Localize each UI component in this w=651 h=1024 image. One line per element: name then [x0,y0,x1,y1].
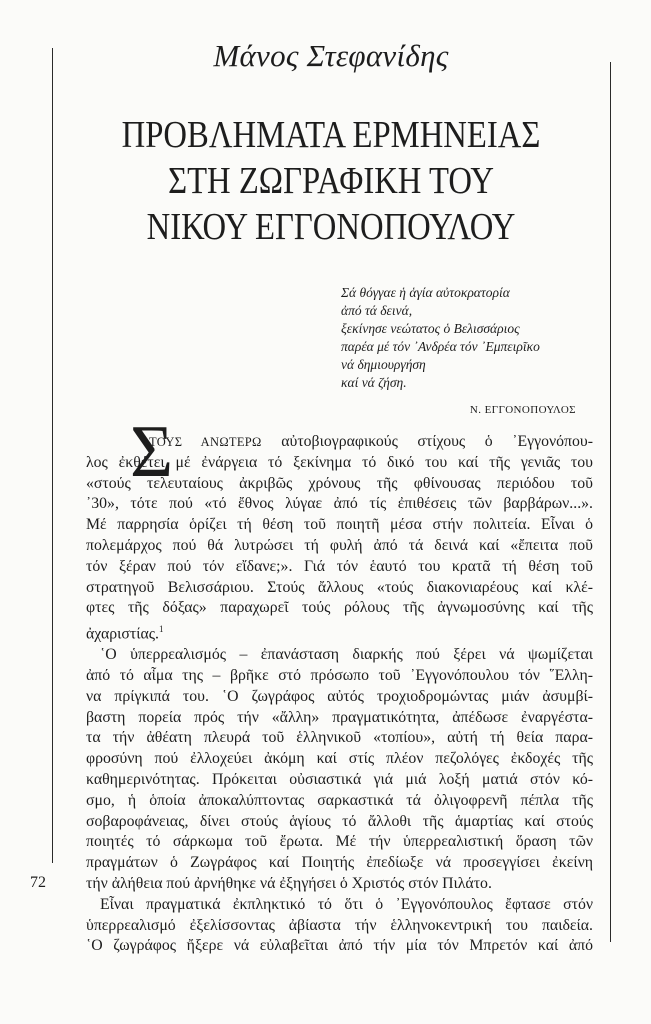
body-line: λος ἐκθέτει μέ ἐνάργεια τό ξεκίνημα τό δικό του καί τῆς γενιᾶς του [86,453,593,471]
article-title [91,112,571,250]
body-line: τα τήν ἀθέατη πλευρά τοῦ ἑλληνικοῦ «τοπίου», αὐτή τή θεία παρα- [86,729,593,747]
title-line: ΠΡΟΒΛΗΜΑΤΑ ΕΡΜΗΝΕΙΑΣ [121,114,541,156]
epigraph-line: ξεκίνησε νεώτατος ὁ Βελισσάριος [341,321,520,336]
epigraph-line: καί νά ζήση. [341,375,407,390]
body-line: βαστη πορεία πρός τήν «ἄλλη» πραγματικότητα, ἀπέδωσε ἐναργέστα- [86,708,593,726]
page-number: 72 [30,874,46,891]
body-line: τόν ξέραν πού τόν εἴδανε;». Γιά τόν ἑαυτό του κρατᾶ τή θέση τοῦ [86,557,593,575]
body-line: Εἶναι πραγματικά ἐκπληκτικό τό ὅτι ὁ ᾿Εγγονόπουλος ἔφτασε στόν [100,895,593,913]
epigraph-line: παρέα μέ τόν ᾿Ανδρέα τόν ᾿Εμπειρῖκο [341,339,540,354]
body-line: καθημερινότητας. Πρόκειται οὐσιαστικά γιά μιά λοξή ματιά στόν κό- [86,771,593,789]
body-line: ῾Ο ζωγράφος ἤξερε νά εὐλαβεῖται ἀπό τήν μία τόν Μπρετόν καί ἀπό [86,937,593,955]
footnote-mark: 1 [158,624,164,635]
body-line: σμο, ἡ ὁποία ἀποκαλύπτοντας σαρκαστικά τά ὀλιγοφρενῆ πέπλα τῆς [86,791,593,809]
body-line: στρατηγοῦ Βελισσάριου. Στούς ἄλλους «τούς διακονιαρέους καί κλέ- [86,578,593,596]
drop-cap: Σ [130,411,174,493]
left-rule [52,48,53,863]
body-line: πραγμάτων ὁ Ζωγράφος καί Ποιητής ἐπεδίωξε νά προσεγγίσει ἐκείνη [86,854,593,872]
body-line: πολεμάρχος πού θά λυτρώσει τή φυλή ἀπό τά δεινά καί «ἔπειτα ποῦ [86,536,593,554]
epigraph-attribution: Ν. ΕΓΓΟΝΟΠΟΥΛΟΣ [469,404,576,416]
body-line: Μέ παρρησία ὁρίζει τή θέση τοῦ ποιητῆ μέσα στήν πολιτεία. Εἶναι ὁ [86,516,593,534]
body-line [86,619,593,645]
opening-words: ΤΟΥΣ ΑΝΩΤΕΡΩ [149,435,262,449]
title-line: ΣΤΗ ΖΩΓΡΑΦΙΚΗ ΤΟΥ [168,160,494,202]
body-line: «στούς τελευταίους ἀκριβῶς χρόνους τῆς φθίνουσας περιόδου τοῦ [86,474,593,492]
body-line: σοβαροφάνειας, δίνει στούς ἁγίους τό ἄλλοθι τῆς ἁμαρτίας καί στούς [86,812,593,830]
epigraph-line: ἀπό τά δεινά, [341,303,413,318]
body-line: ἀπό τό αἷμα της – βρῆκε στό πρόσωπο τοῦ ᾿Εγγονόπουλου τόν ῞Ελλη- [86,667,593,685]
body-line: ῾Ο ὑπερρεαλισμός – ἐπανάσταση διαρκής πού ξέρει νά ψωμίζεται [100,646,593,664]
epigraph-line: Σά θόγγαε ἡ ἁγία αὐτοκρατορία [341,285,510,300]
article-author: Μάνος Στεφανίδης [213,38,449,73]
body-line [86,432,593,453]
right-rule [610,62,611,942]
title-line: ΝΙΚΟΥ ΕΓΓΟΝΟΠΟΥΛΟΥ [146,206,516,248]
body-line: φτες τῆς δόξας» παραχωρεῖ τούς ρόλους τῆς ἀγνωμοσύνης καί τῆς [86,599,593,617]
body-line: να πρίγκιπά του. ῾Ο ζωγράφος αὐτός τροχιοδρομώντας μιάν ἀσυμβί- [86,687,593,705]
body-line: ποιητές τό σάρκωμα τοῦ ἔρωτα. Μέ τήν ὑπερρεαλιστική ὅραση τῶν [86,833,593,851]
body-line: ᾿30», τότε πού «τό ἔθνος λύγαε ἀπό τίς ἐπιθέσεις τῶν βαρβάρων...». [86,495,593,513]
body-line: ὑπερρεαλισμό ἐξελίσσοντας ἀβίαστα τήν ἑλληνοκεντρική του παιδεία. [86,916,593,934]
epigraph-line: νά δημιουργήση [341,357,426,372]
body-line: φροσύνη πού ἐλλοχεύει ἀκόμη καί στίς πλέον πεζολόγες ἐκδοχές τῆς [86,750,593,768]
opening-rest: αὐτοβιογραφικούς στίχους ὁ ᾿Εγγονόπου- [261,433,593,450]
article-body [86,432,593,957]
body-text: ἀχαριστίας. [86,625,159,643]
epigraph [341,284,611,392]
body-line: τήν ἀλήθεια πού ἀρνήθηκε νά ἐξηγήσει ὁ Χριστός στόν Πιλάτο. [86,875,492,892]
